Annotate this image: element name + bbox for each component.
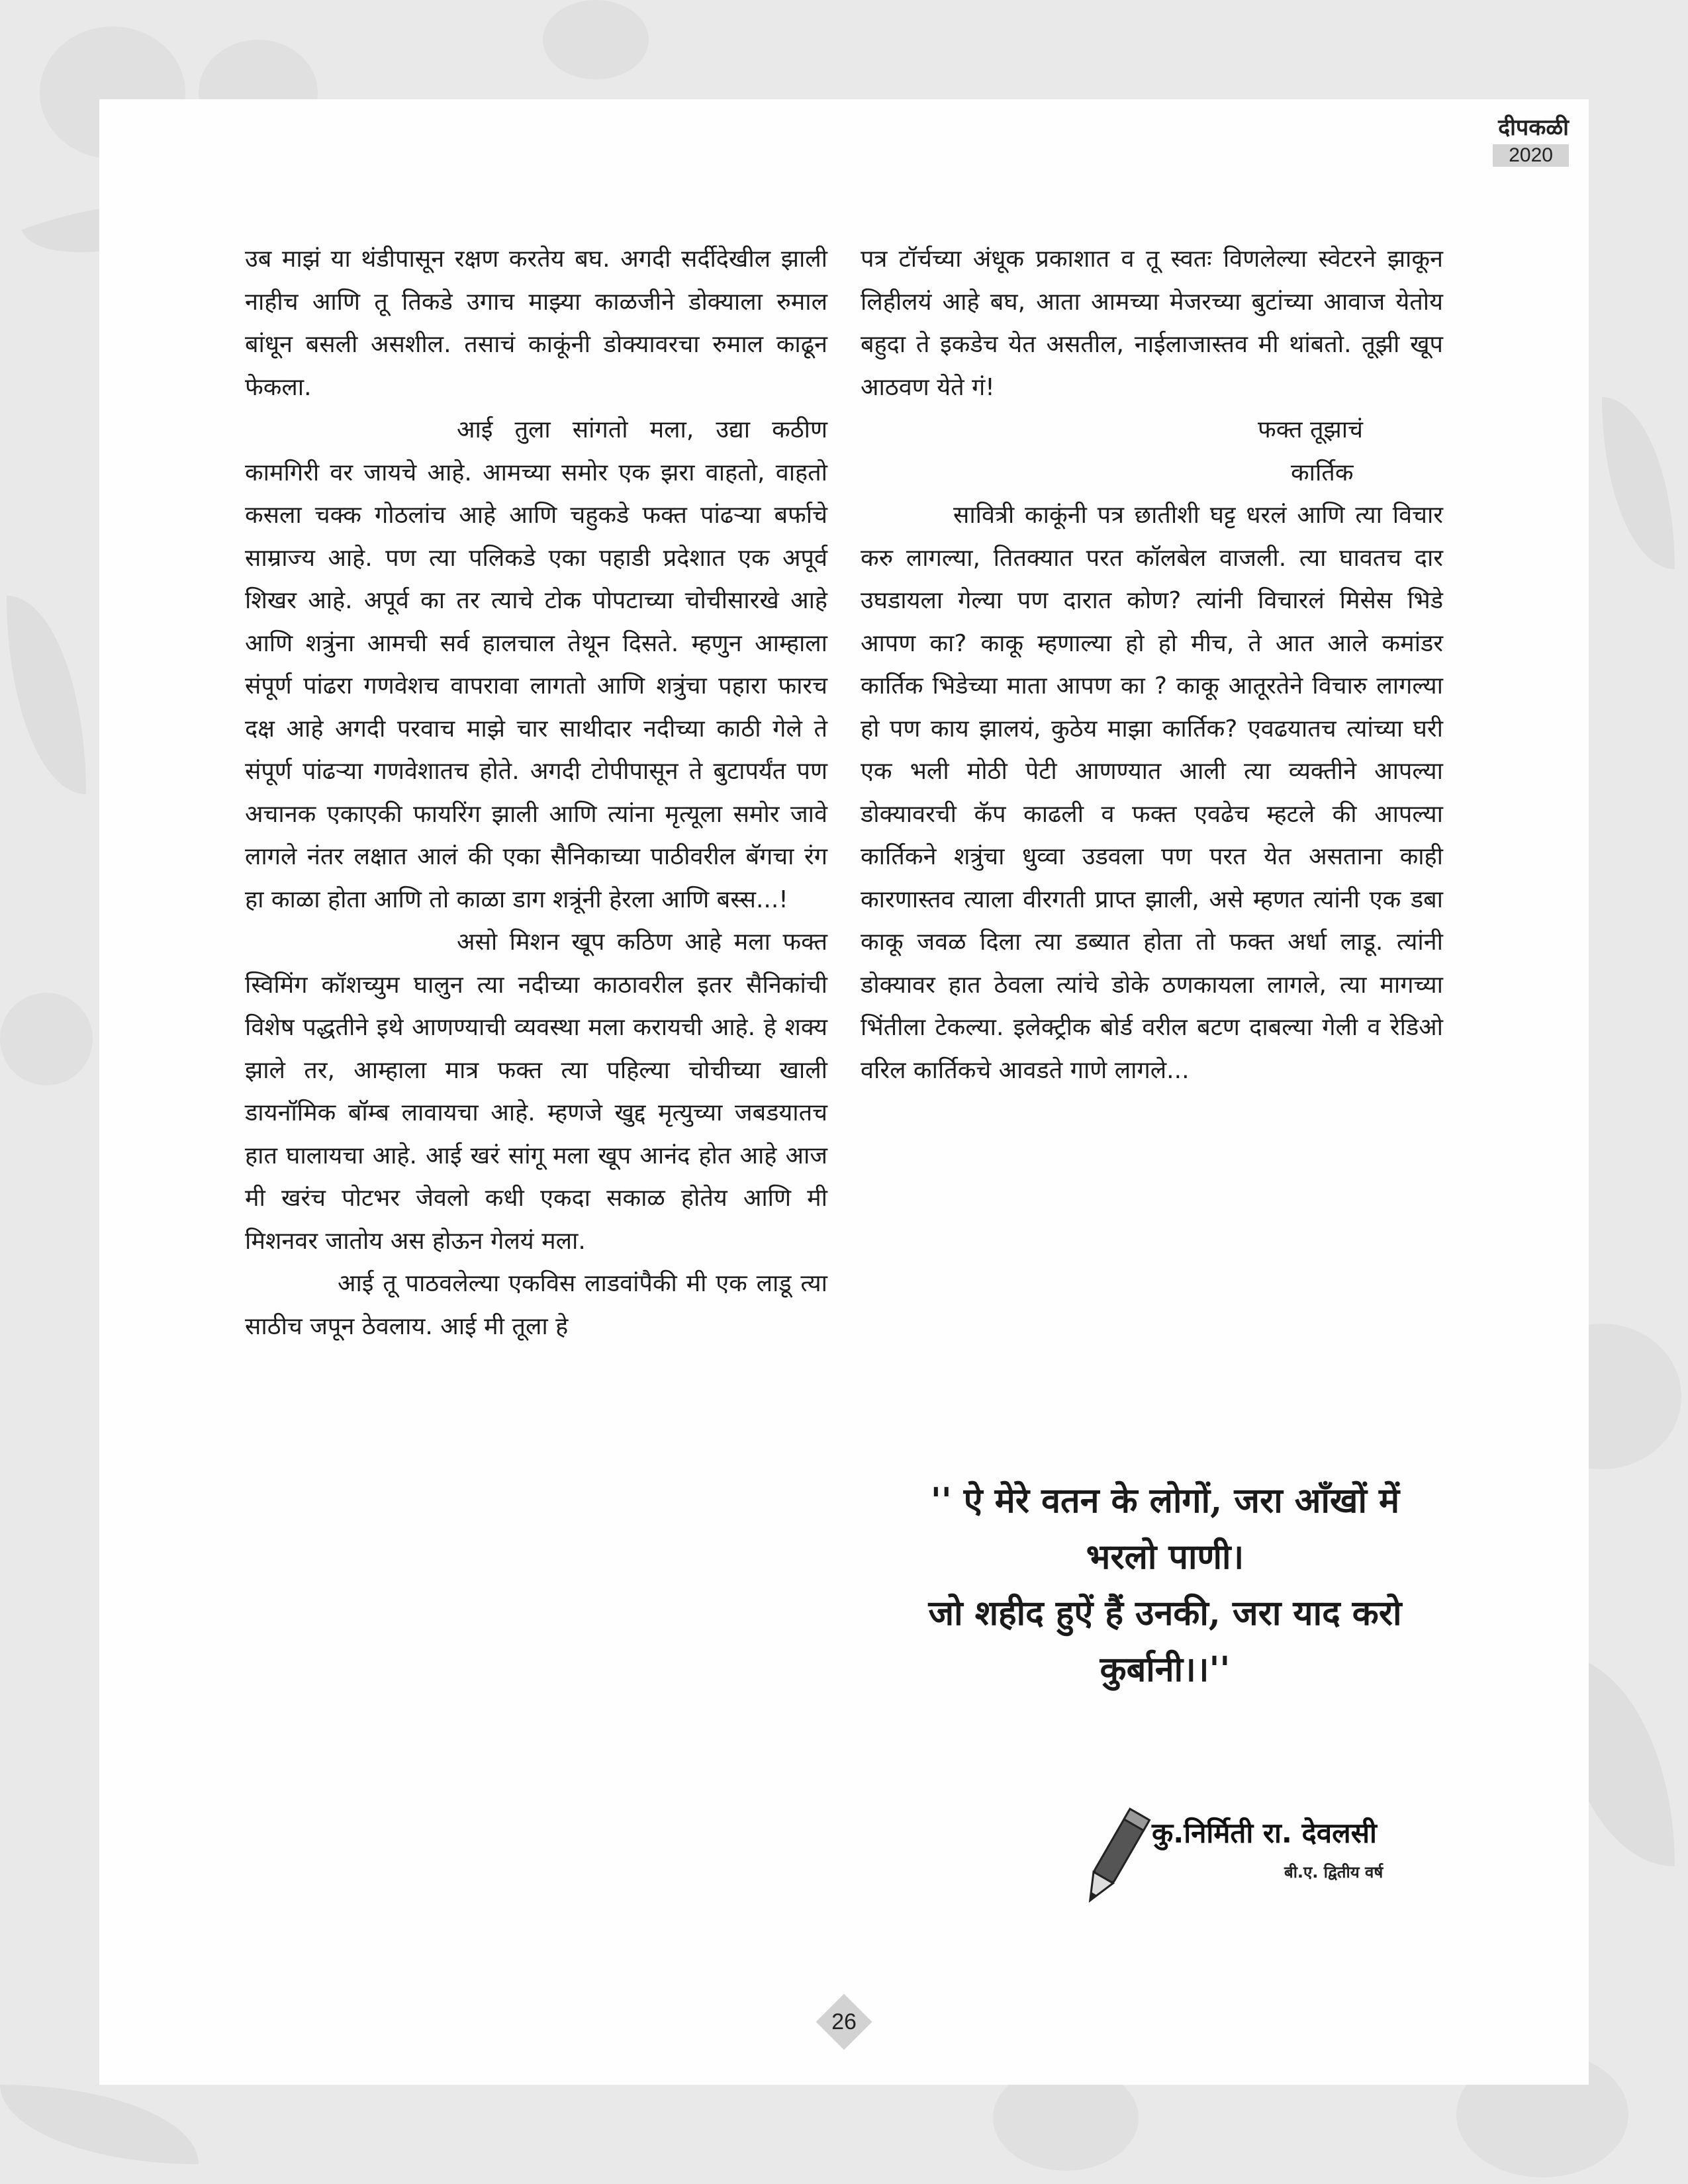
page-number-badge <box>814 1992 874 2052</box>
magazine-title: दीपकळी <box>1498 114 1569 141</box>
paragraph: सावित्री काकूंनी पत्र छातीशी घट्ट धरलं आणि त्या विचार करु लागल्या, तितक्यात परत कॉलबेल वाजली. त्या घावतच दार उघडायला गेल्या पण दारात कोण? त्यांनी विचारलं मिसेस भिडे आपण का? काकू म्हणाल्या हो हो मीच, ते आत आले कमांडर कार्तिक भिडेच्या माता आपण का ? काकू आतूरतेने विचारु लागल्या हो पण काय झालयं, कुठेय माझा कार्तिक? एवढयातच त्यांच्या घरी एक भली मोठी पेटी आणण्यात आली त्या व्यक्तीने आपल्या डोक्यावरची कॅप काढली व फक्त एवढेच म्हटले की आपल्या कार्तिकने शत्रुंचा धुव्वा उडवला पण परत येत असताना काही कारणास्तव त्याला वीरगती प्राप्त झाली, असे म्हणत त्यांनी एक डबा काकू जवळ दिला त्या डब्यात होता तो फक्त अर्धा लाडू. त्यांनी डोक्यावर हात ठेवला त्यांचे डोके ठणकायला लागले, त्या मागच्या भिंतीला टेकल्या. इलेक्ट्रीक बोर्ड वरील बटण दाबल्या गेली व रेडिओ वरिल कार्तिकचे आवडते गाणे लागले... <box>861 502 1443 1084</box>
author-byline <box>1072 1800 1443 1933</box>
paragraph: आई तू पाठवलेल्या एकविस लाडवांपैकी मी एक लाडू त्या साठीच जपून ठेवलाय. आई मी तूला हे <box>245 1270 827 1340</box>
paragraph: असो मिशन खूप कठिण आहे मला फक्त स्विमिंग कॉशच्युम घालुन त्या नदीच्या काठावरील इतर सैनिकांची विशेष पद्धतीने इथे आणण्याची व्यवस्था मला करायची आहे. हे शक्य झाले तर, आम्हाला मात्र फक्त त्या पहिल्या चोचीच्या खाली डायनॉमिक बॉम्ब लावायचा आहे. म्हणजे खुद्द मृत्युच्या जबडयातच हात घालायचा आहे. आई खरं सांगू मला खूप आनंद होत आहे आज मी खरंच पोटभर जेवलो कधी एकदा सकाळ होतेय आणि मी मिशनवर जातोय अस होऊन गेलयं मला. <box>245 929 827 1255</box>
author-class: बी.ए. द्वितीय वर्ष <box>1284 1863 1383 1882</box>
left-text-column <box>245 238 827 1348</box>
letter-signature: कार्तिक <box>1291 459 1354 486</box>
song-line: कुर्बानी।।'' <box>1100 1649 1231 1690</box>
paragraph: आई तुला सांगतो मला, उद्या कठीण कामगिरी वर जायचे आहे. आमच्या समोर एक झरा वाहतो, वाहतो कसला चक्क गोठलांच आहे आणि चहुकडे फक्त पांढऱ्या बर्फाचे साम्राज्य आहे. पण त्या पलिकडे एका पहाडी प्रदेशात एक अपूर्व शिखर आहे. अपूर्व का तर त्याचे टोक पोपटाच्या चोचीसारखे आहे आणि शत्रुंना आमची सर्व हालचाल तेथून दिसते. म्हणुन आम्हाला संपूर्ण पांढरा गणवेशच वापरावा लागतो आणि शत्रुंचा पहारा फारच दक्ष आहे अगदी परवाच माझे चार साथीदार नदीच्या काठी गेले ते संपूर्ण पांढऱ्या गणवेशातच होते. अगदी टोपीपासून ते बुटापर्यंत पण अचानक एकाएकी फायरिंग झाली आणि त्यांना मृत्यूला समोर जावे लागले नंतर लक्षात आलं की एका सैनिकाच्या पाठीवरील बॅगचा रंग हा काळा होता आणि तो काळा डाग शत्रूंनी हेरला आणि बस्स...! <box>245 416 827 913</box>
author-name: कु.निर्मिती रा. देवलसी <box>1152 1817 1377 1849</box>
paragraph: पत्र टॉर्चच्या अंधूक प्रकाशात व तू स्वतः विणलेल्या स्वेटरने झाकून लिहीलयं आहे बघ, आता आमच्या मेजरच्या बुटांच्या आवाज येतोय बहुदा ते इकडेच येत असतील, नाईलाजास्तव मी थांबतो. तूझी खूप आठवण येते गं! <box>861 246 1443 401</box>
song-quote <box>854 1473 1476 1698</box>
letter-closing: फक्त तूझाचं <box>1258 416 1363 443</box>
page-number: 26 <box>831 2009 857 2034</box>
magazine-header <box>1410 111 1569 167</box>
song-line: '' ऐ मेरे वतन के लोगों, जरा आँखों में <box>930 1480 1400 1521</box>
magazine-year-badge: 2020 <box>1493 144 1569 167</box>
right-text-column <box>861 238 1443 1092</box>
song-line: भरलो पाणी। <box>1086 1537 1244 1577</box>
paragraph: उब माझं या थंडीपासून रक्षण करतेय बघ. अगदी सर्दीदेखील झाली नाहीच आणि तू तिकडे उगाच माझ्या काळजीने डोक्याला रुमाल बांधून बसली असशील. तसाचं काकूंनी डोक्यावरचा रुमाल काढून फेकला. <box>245 246 827 401</box>
song-line: जो शहीद हुऐं हैं उनकी, जरा याद करो <box>928 1593 1402 1633</box>
pen-icon <box>1072 1800 1152 1919</box>
